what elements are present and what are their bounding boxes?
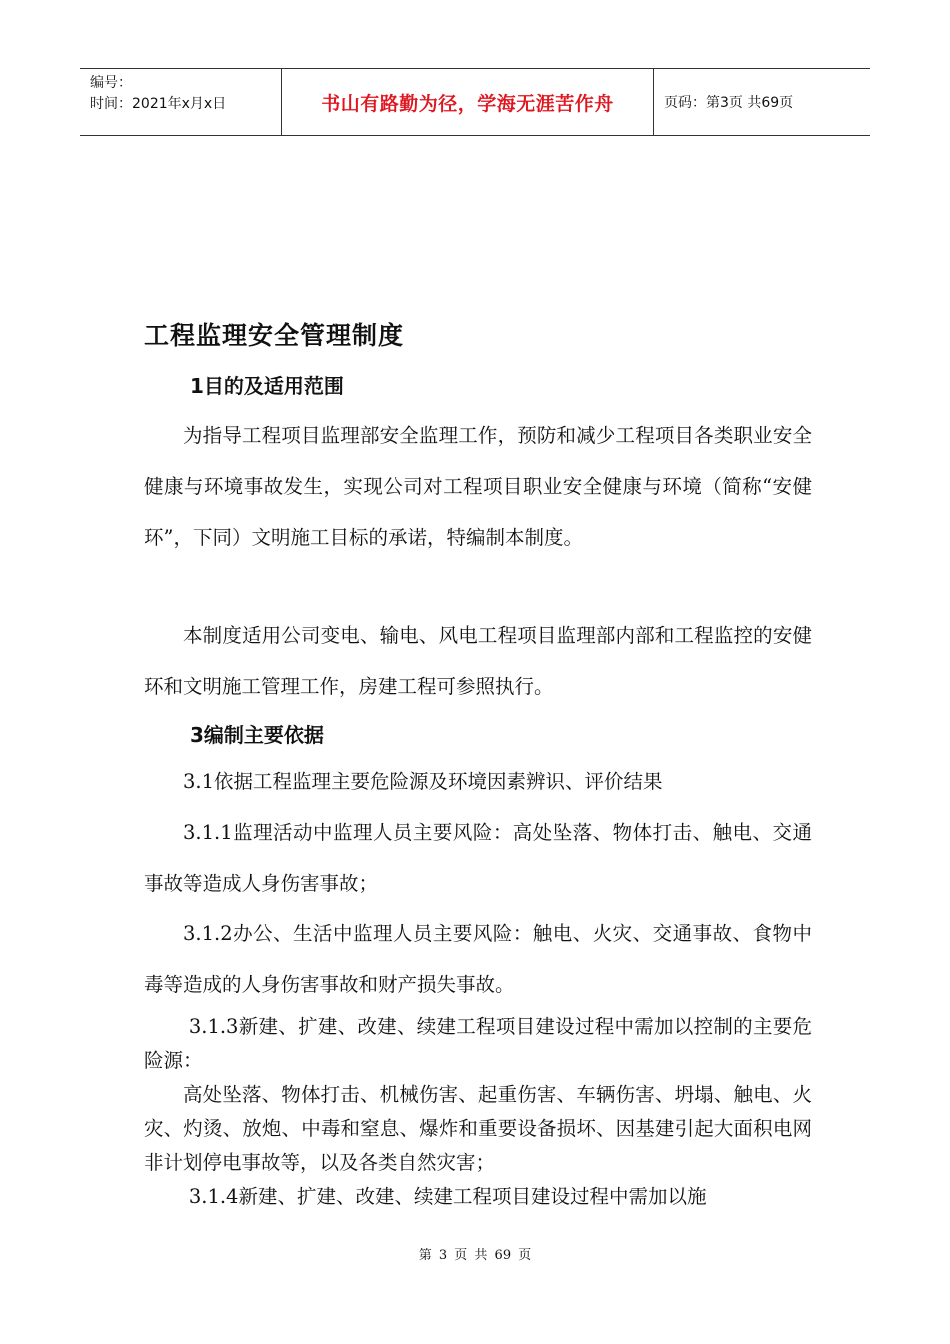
page-footer: 第 3 页 共 69 页 [418, 1248, 532, 1263]
header-page-info: 页码：第3页 共69页 [664, 95, 794, 111]
paragraph-3-1-4: 3.1.4新建、扩建、改建、续建工程项目建设过程中需加以施 [188, 1185, 707, 1208]
document-title: 工程监理安全管理制度 [144, 321, 405, 350]
paragraph-3-1: 3.1依据工程监理主要危险源及环境因素辨识、评价结果 [183, 770, 663, 793]
section-heading-1: 1目的及适用范围 [190, 374, 344, 398]
number-label: 编号： [90, 75, 132, 91]
paragraph-3-1-2: 3.1.2办公、生活中监理人员主要风险：触电、火灾、交通事故、食物中毒等造成的人身伤害事故和财产损失事故。 [144, 922, 812, 996]
section-heading-3: 3编制主要依据 [190, 723, 324, 747]
paragraph-3-1-3-hazards: 高处坠落、物体打击、机械伤害、起重伤害、车辆伤害、坍塌、触电、火灾、灼烫、放炮、中毒和窒息、爆炸和重要设备损坏、因基建引起大面积电网非计划停电事故等，以及各类自然灾害； [144, 1083, 812, 1174]
page-header [80, 68, 870, 136]
paragraph-3-1-3: 3.1.3新建、扩建、改建、续建工程项目建设过程中需加以控制的主要危险源： [144, 1015, 812, 1072]
paragraph-3-1-1: 3.1.1监理活动中监理人员主要风险：高处坠落、物体打击、触电、交通事故等造成人身伤害事故； [144, 821, 812, 895]
date-label: 时间：2021年x月x日 [90, 96, 227, 112]
header-motto: 书山有路勤为径，学海无涯苦作舟 [282, 69, 654, 135]
header-meta [80, 69, 282, 135]
paragraph-scope: 本制度适用公司变电、输电、风电工程项目监理部内部和工程监控的安健环和文明施工管理工作，房建工程可参照执行。 [144, 624, 812, 698]
paragraph-purpose: 为指导工程项目监理部安全监理工作，预防和减少工程项目各类职业安全健康与环境事故发生，实现公司对工程项目职业安全健康与环境（简称“安健环”，下同）文明施工目标的承诺，特编制本制度。 [144, 424, 812, 549]
